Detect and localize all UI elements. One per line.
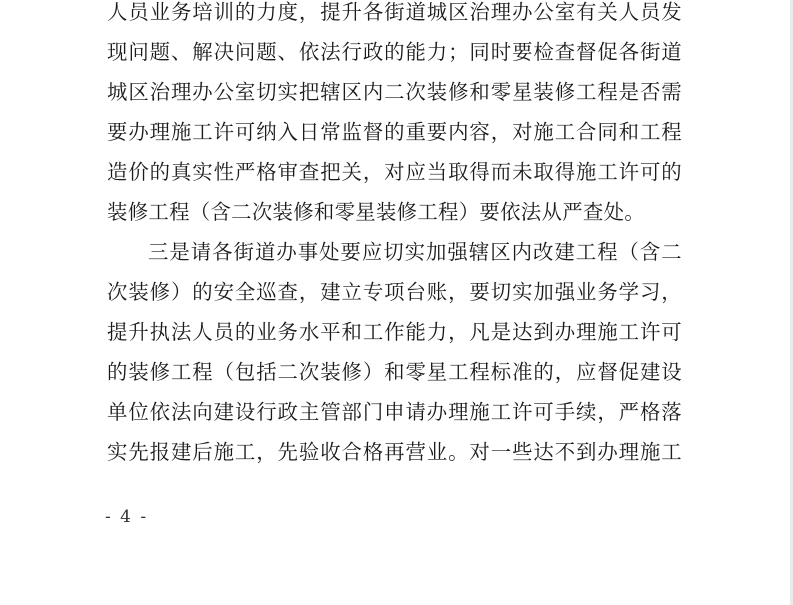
text-line-8: 次装修）的安全巡查，建立专项台账，要切实加强业务学习，	[107, 280, 682, 304]
text-line-10: 的装修工程（包括二次装修）和零星工程标准的，应督促建设	[107, 360, 682, 384]
text-line-11: 单位依法向建设行政主管部门申请办理施工许可手续，严格落	[107, 400, 682, 424]
text-line-9: 提升执法人员的业务水平和工作能力，凡是达到办理施工许可	[107, 320, 682, 344]
text-line-1: 人员业务培训的力度，提升各街道城区治理办公室有关人员发	[107, 0, 682, 24]
text-line-12: 实先报建后施工，先验收合格再营业。对一些达不到办理施工	[107, 440, 682, 464]
text-line-2: 现问题、解决问题、依法行政的能力；同时要检查督促各街道	[107, 40, 682, 64]
body-text	[107, 0, 682, 472]
text-line-7: 三是请各街道办事处要应切实加强辖区内改建工程（含二	[148, 240, 682, 264]
page-number: - 4 -	[105, 507, 149, 527]
text-line-4: 要办理施工许可纳入日常监督的重要内容，对施工合同和工程	[107, 120, 682, 144]
text-line-3: 城区治理办公室切实把辖区内二次装修和零星装修工程是否需	[107, 80, 682, 104]
text-line-6: 装修工程（含二次装修和零星装修工程）要依法从严查处。	[107, 200, 645, 224]
text-line-5: 造价的真实性严格审查把关，对应当取得而未取得施工许可的	[107, 160, 682, 184]
